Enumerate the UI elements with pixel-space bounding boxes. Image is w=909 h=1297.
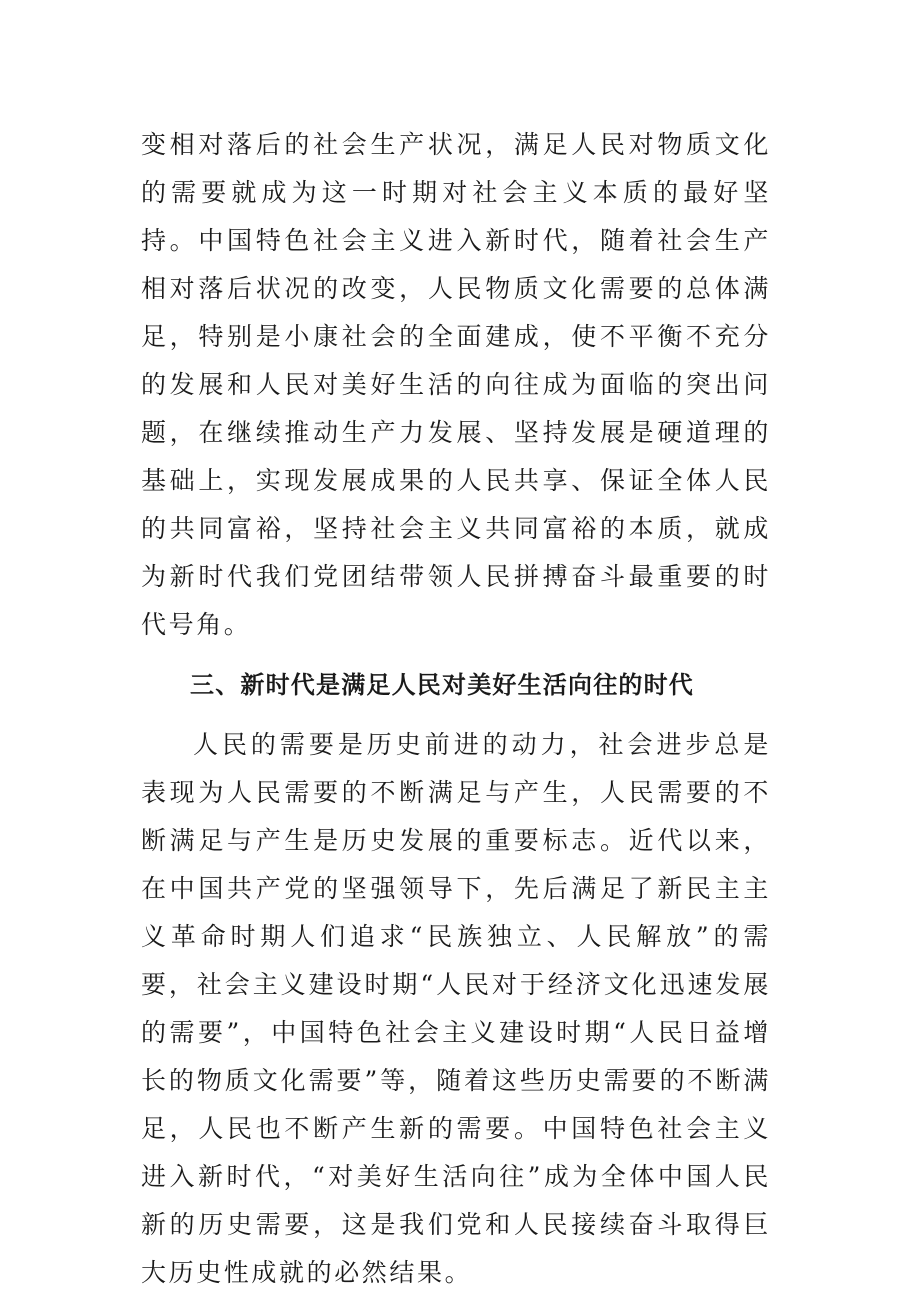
section-heading: 三、新时代是满足人民对美好生活向往的时代 — [190, 671, 694, 699]
body-paragraph: 人民的需要是历史前进的动力，社会进步总是表现为人民需要的不断满足与产生，人民需要的不断满足与产生是历史发展的重要标志。近代以来，在中国共产党的坚强领导下，先后满足了新民主主义革命时期人们追求“民族独立、人民解放”的需要，社会主义建设时期“人民对于经济文化迅速发展的需要”，中国特色社会主义建设时期“人民日益增长的物质文化需要”等，随着这些历史需要的不断满足，人民也不断产生新的需要。中国特色社会主义进入新时代，“对美好生活向往”成为全体中国人民新的历史需要，这是我们党和人民接续奋斗取得巨大历史性成就的必然结果。 — [141, 730, 771, 1287]
body-paragraph-continued: 变相对落后的社会生产状况，满足人民对物质文化的需要就成为这一时期对社会主义本质的最好坚持。中国特色社会主义进入新时代，随着社会生产相对落后状况的改变，人民物质文化需要的总体满足，特别是小康社会的全面建成，使不平衡不充分的发展和人民对美好生活的向往成为面临的突出问题，在继续推动生产力发展、坚持发展是硬道理的基础上，实现发展成果的人民共享、保证全体人民的共同富裕，坚持社会主义共同富裕的本质，就成为新时代我们党团结带领人民拼搏奋斗最重要的时代号角。 — [141, 130, 771, 639]
document-body — [141, 121, 771, 1297]
